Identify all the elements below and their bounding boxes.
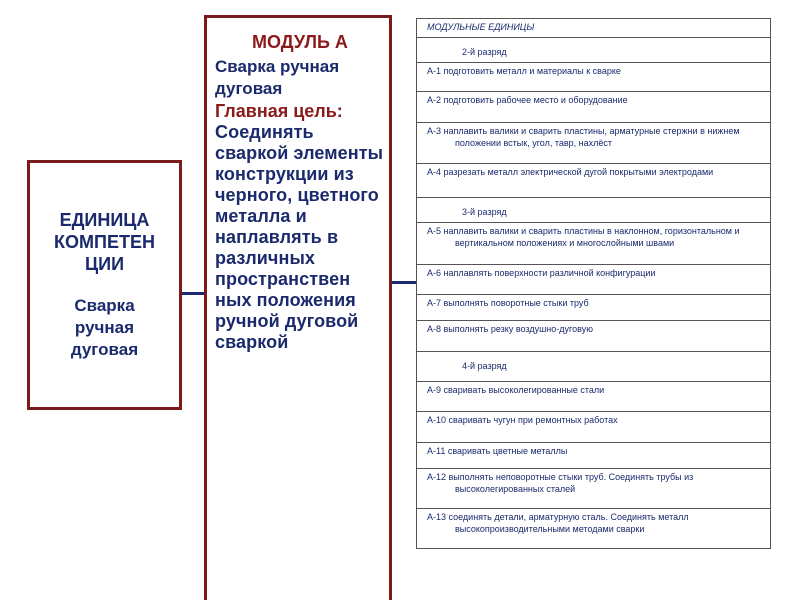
unit-text: А-8 выполнять резку воздушно-дуговую [417,321,771,352]
competence-subtitle-line-3: дуговая [70,340,139,359]
module-box [204,15,392,600]
connector-left [182,292,206,295]
competence-subtitle-line-1: Сварка [74,296,135,315]
unit-text: А-4 разрезать металл электрической дугой покрытыми электродами [417,164,771,198]
unit-row [417,164,771,198]
unit-row [417,412,771,443]
unit-text: А-10 сваривать чугун при ремонтных работах [417,412,771,443]
unit-text: А-2 подготовить рабочее место и оборудование [417,92,771,123]
unit-row [417,469,771,509]
unit-row [417,509,771,549]
unit-row [417,382,771,412]
modular-units-table [416,18,771,549]
unit-row [417,92,771,123]
unit-text: А-13 соединять детали, арматурную сталь. Соединять металл высокопроизводительными методами сварки [417,509,771,549]
grade-row [417,352,771,382]
module-goal-text: Соединять сваркой элементы конструкции из черного, цветного металла и наплавлять в различных пространствен ных положения ручной дуговой сваркой [215,122,384,352]
module-subtitle: Сварка ручная дуговая [215,57,340,98]
module-title: МОДУЛЬ А [252,32,348,52]
unit-row [417,123,771,164]
unit-text: А-3 наплавить валики и сварить пластины, арматурные стержни в нижнем положении встык, угол, тавр, нахлёст [417,123,771,164]
grade-row [417,198,771,223]
unit-row [417,63,771,92]
connector-right [392,281,416,284]
unit-row [417,265,771,295]
unit-row [417,223,771,265]
units-header-row [417,19,771,38]
unit-row [417,321,771,352]
unit-row [417,295,771,321]
grade-label: 2-й разряд [417,38,771,63]
competence-title-line-3: ЦИИ [84,254,125,274]
unit-text: А-1 подготовить металл и материалы к сварке [417,63,771,92]
competence-title-line-2: КОМПЕТЕН [54,232,155,252]
unit-text: А-6 наплавлять поверхности различной конфигурации [417,265,771,295]
unit-text: А-9 сваривать высоколегированные стали [417,382,771,412]
grade-label: 4-й разряд [417,352,771,382]
competence-subtitle-line-2: ручная [74,318,135,337]
competence-title-line-1: ЕДИНИЦА [59,210,150,230]
unit-text: А-5 наплавить валики и сварить пластины в наклонном, горизонтальном и вертикальном положениях и многослойными швами [417,223,771,265]
grade-row [417,38,771,63]
module-goal-label: Главная цель: [215,101,343,121]
grade-label: 3-й разряд [417,198,771,223]
unit-row [417,443,771,469]
unit-text: А-12 выполнять неповоротные стыки труб. Соединять трубы из высоколегированных сталей [417,469,771,509]
unit-text: А-11 сваривать цветные металлы [417,443,771,469]
units-header: МОДУЛЬНЫЕ ЕДИНИЦЫ [417,19,771,38]
unit-text: А-7 выполнять поворотные стыки труб [417,295,771,321]
competence-unit-box [27,160,182,410]
